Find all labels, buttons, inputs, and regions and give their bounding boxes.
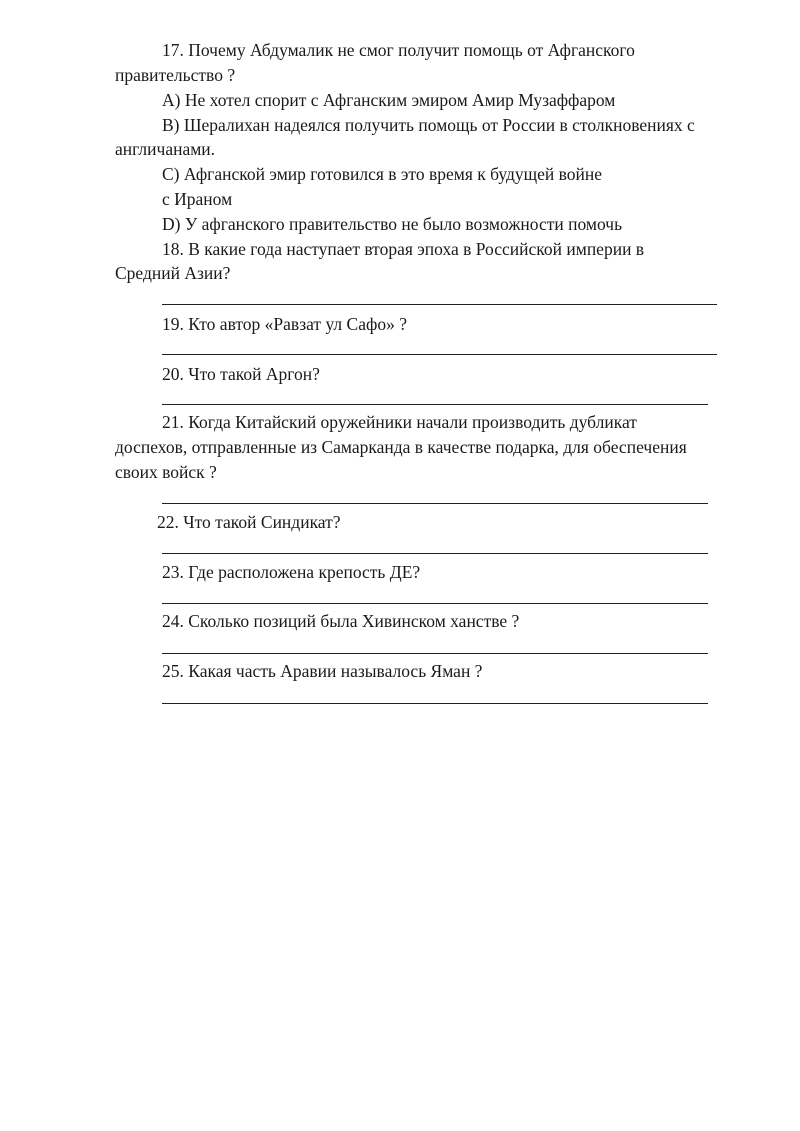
q21-line-2: доспехов, отправленные из Самарканда в качестве подарка, для обеспечения [115, 437, 687, 457]
q23-line-1: 23. Где расположена крепость ДЕ? [162, 562, 421, 582]
q18-answer-line[interactable] [162, 304, 717, 305]
q21-line-3: своих войск ? [115, 462, 217, 482]
q17-option-a: A) Не хотел спорит с Афганским эмиром Амир Музаффаром [162, 90, 616, 110]
q22-answer-line[interactable] [162, 553, 708, 554]
q17-option-b-line-2: англичанами. [115, 139, 216, 159]
q25-answer-line[interactable] [162, 703, 708, 704]
q17-option-d: D) У афганского правительство не было возможности помочь [162, 214, 623, 234]
q18-line-1: 18. В какие года наступает вторая эпоха в Российской империи в [162, 239, 645, 259]
q23-answer-line[interactable] [162, 603, 708, 604]
q21-line-1: 21. Когда Китайский оружейники начали производить дубликат [162, 412, 637, 432]
q21-answer-line[interactable] [162, 503, 708, 504]
q24-line-1: 24. Сколько позиций была Хивинском ханстве ? [162, 611, 520, 631]
q20-answer-line[interactable] [162, 404, 708, 405]
q17-line-2: правительство ? [115, 65, 236, 85]
q20-line-1: 20. Что такой Аргон? [162, 364, 320, 384]
q19-line-1: 19. Кто автор «Равзат ул Сафо» ? [162, 314, 407, 334]
q25-line-1: 25. Какая часть Аравии называлось Яман ? [162, 661, 483, 681]
q22-line-1: 22. Что такой Синдикат? [157, 512, 341, 532]
q19-answer-line[interactable] [162, 354, 717, 355]
q17-line-1: 17. Почему Абдумалик не смог получит помощь от Афганского [162, 40, 635, 60]
q17-option-c-line-1: C) Афганской эмир готовился в это время к будущей войне [162, 164, 603, 184]
q17-option-c-line-2: с Ираном [162, 189, 233, 209]
q24-answer-line[interactable] [162, 653, 708, 654]
q17-option-b-line-1: B) Шералихан надеялся получить помощь от России в столкновениях с [162, 115, 695, 135]
q18-line-2: Средний Азии? [115, 263, 231, 283]
